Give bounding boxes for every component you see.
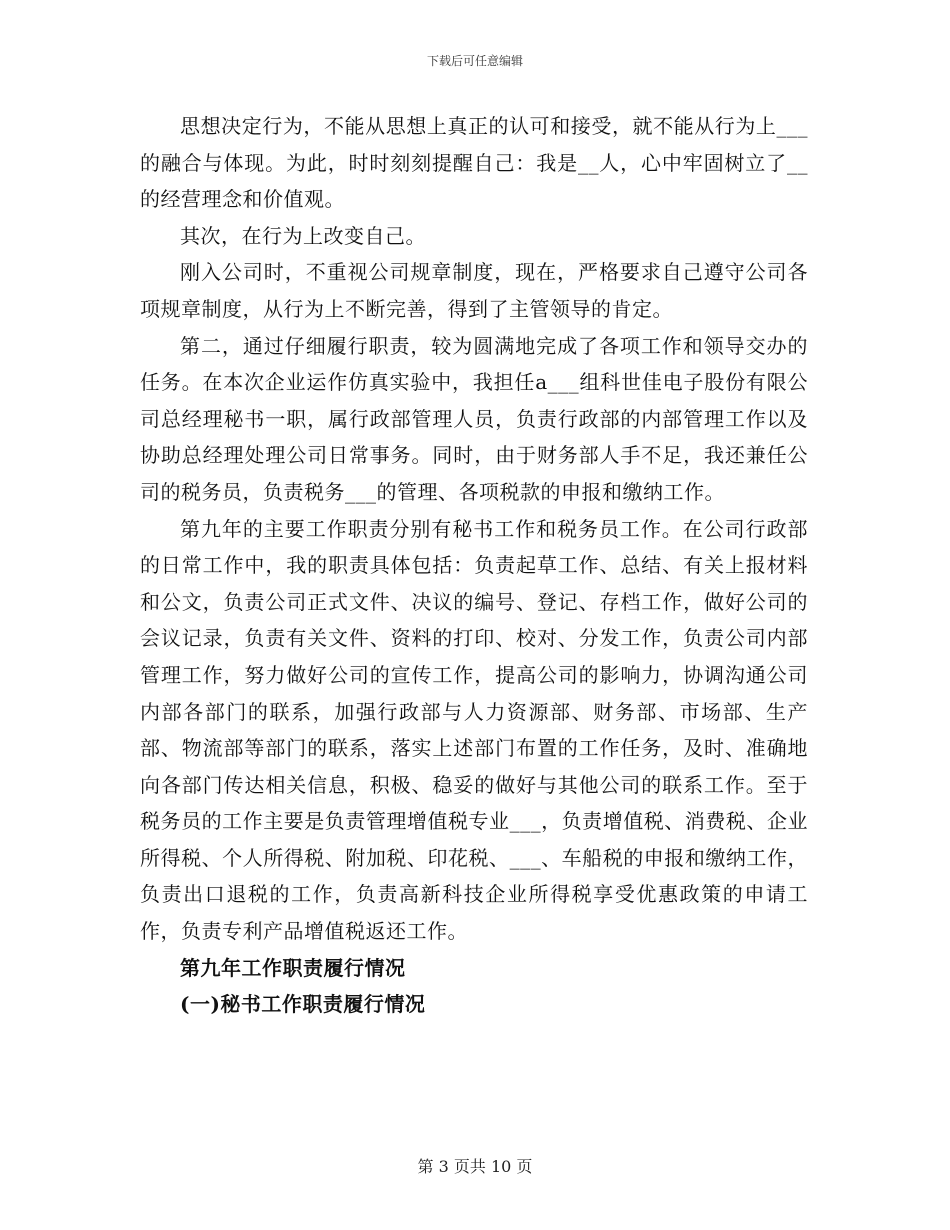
document-body	[140, 108, 808, 1023]
paragraph-3: 刚入公司时，不重视公司规章制度，现在，严格要求自己遵守公司各项规章制度，从行为上不断完善，得到了主管领导的肯定。	[140, 260, 808, 321]
paragraph-5: 第九年的主要工作职责分别有秘书工作和税务员工作。在公司行政部的日常工作中，我的职责具体包括：负责起草工作、总结、有关上报材料和公文，负责公司正式文件、决议的编号、登记、存档工作，做好公司的会议记录，负责有关文件、资料的打印、校对、分发工作，负责公司内部管理工作，努力做好公司的宣传工作，提高公司的影响力，协调沟通公司内部各部门的联系，加强行政部与人力资源部、财务部、市场部、生产部、物流部等部门的联系，落实上述部门布置的工作任务，及时、准确地向各部门传达相关信息，积极、稳妥的做好与其他公司的联系工作。至于税务员的工作主要是负责管理增值税专业___，负责增值税、消费税、企业所得税、个人所得税、附加税、印花税、___、车船税的申报和缴纳工作，负责出口退税的工作，负责高新科技企业所得税享受优惠政策的申请工作，负责专利产品增值税返还工作。	[140, 516, 808, 944]
paragraph-4: 第二，通过仔细履行职责，较为圆满地完成了各项工作和领导交办的任务。在本次企业运作仿真实验中，我担任a___组科世佳电子股份有限公司总经理秘书一职，属行政部管理人员，负责行政部的内部管理工作以及协助总经理处理公司日常事务。同时，由于财务部人手不足，我还兼任公司的税务员，负责税务___的管理、各项税款的申报和缴纳工作。	[140, 333, 808, 504]
subsection-heading: (一)秘书工作职责履行情况	[180, 992, 426, 1017]
paragraph-1: 思想决定行为，不能从思想上真正的认可和接受，就不能从行为上___的融合与体现。为此，时时刻刻提醒自己：我是__人，心中牢固树立了__的经营理念和价值观。	[140, 114, 808, 212]
paragraph-2: 其次，在行为上改变自己。	[180, 223, 426, 248]
page-footer: 第 3 页共 10 页	[417, 1157, 533, 1176]
section-heading: 第九年工作职责履行情况	[180, 955, 406, 980]
page-header: 下载后可任意编辑	[426, 54, 523, 68]
